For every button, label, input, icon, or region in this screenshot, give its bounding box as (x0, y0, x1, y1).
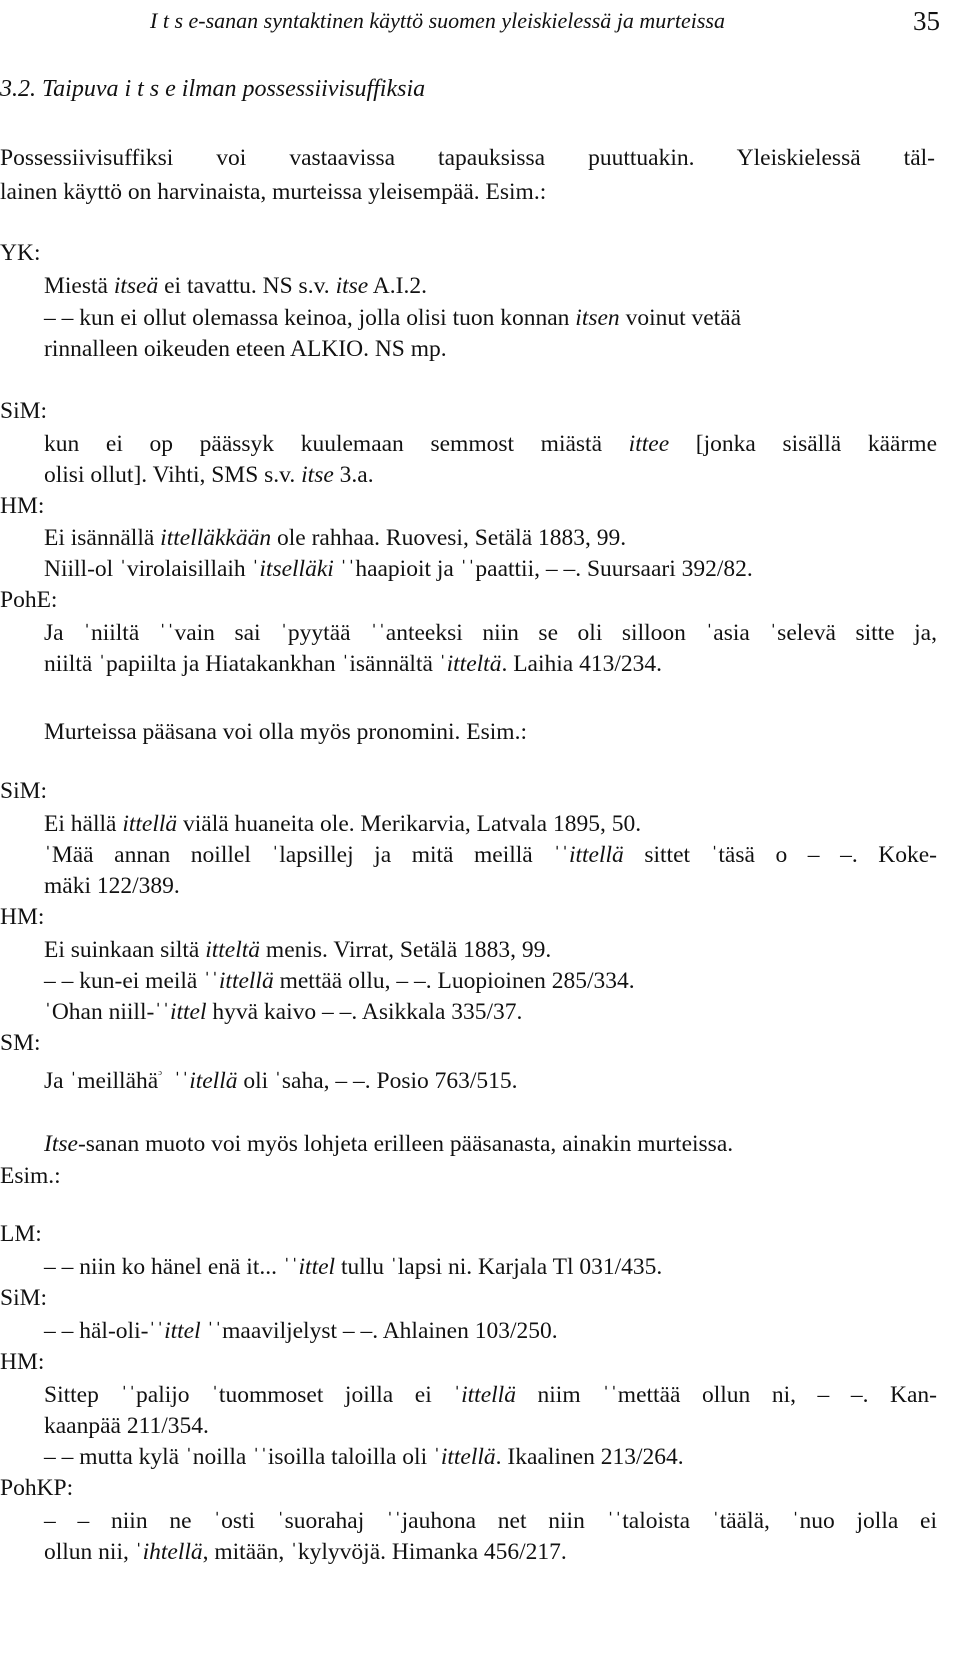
example-line: rinnalleen oikeuden eteen ALKIO. NS mp. (44, 336, 447, 362)
example-line: – – niin ne ˈosti ˈsuorahaj ˈˈjauhona net niin ˈˈtaloista ˈtäälä, ˈnuo jolla ei (44, 1508, 937, 1534)
example-line: – – kun ei ollut olemassa keinoa, jolla olisi tuon konnan itsen voinut vetää (44, 305, 742, 331)
running-title: I t s e-sanan syntaktinen käyttö suomen yleiskielessä ja murteissa (150, 8, 725, 33)
example-line: Niill-ol ˈvirolaisillaih ˈitselläki ˈˈhaapioit ja ˈˈpaattii, – –. Suursaari 392/82. (44, 556, 753, 582)
example-line: mäki 122/389. (44, 873, 180, 899)
example-line: ollun nii, ˈihtellä, mitään, ˈkylyvöjä. Himanka 456/217. (44, 1539, 567, 1565)
example-line: Ei isännällä ittelläkkään ole rahhaa. Ruovesi, Setälä 1883, 99. (44, 525, 627, 551)
example-line: olisi ollut]. Vihti, SMS s.v. itse 3.a. (44, 462, 374, 488)
paragraph-line: Itse-sanan muoto voi myös lohjeta erilleen pääsanasta, ainakin murteissa. (44, 1131, 734, 1157)
dialect-label: SiM: (0, 398, 48, 424)
example-line: ˈMää annan noillel ˈlapsillej ja mitä meillä ˈˈittellä sittet ˈtäsä o – –. Koke- (44, 842, 938, 868)
dialect-label: HM: (0, 493, 45, 519)
example-line: ˈOhan niill-ˈˈittel hyvä kaivo – –. Asikkala 335/37. (44, 999, 523, 1025)
dialect-label: YK: (0, 240, 41, 266)
example-line: kaanpää 211/354. (44, 1413, 209, 1439)
example-line: – – kun-ei meilä ˈˈittellä mettää ollu, – –. Luopioinen 285/334. (44, 968, 635, 994)
running-header (150, 4, 940, 38)
dialect-label: SM: (0, 1030, 41, 1056)
paragraph-line: lainen käyttö on harvinaista, murteissa yleisempää. Esim.: (0, 179, 547, 205)
paragraph-line: Possessiivisuffiksi voi vastaavissa tapauksissa puuttuakin. Yleiskielessä täl- (0, 145, 935, 171)
example-line: Miestä itseä ei tavattu. NS s.v. itse A.I.2. (44, 273, 427, 299)
dialect-label: LM: (0, 1221, 42, 1247)
example-line: – – niin ko hänel enä it... ˈˈittel tullu ˈlapsi ni. Karjala Tl 031/435. (44, 1254, 663, 1280)
example-line: Ei suinkaan siltä itteltä menis. Virrat, Setälä 1883, 99. (44, 937, 552, 963)
example-line: kun ei op päässyk kuulemaan semmost miästä ittee [jonka sisällä käärme (44, 431, 937, 457)
dialect-label: PohKP: (0, 1475, 74, 1501)
dialect-label: SiM: (0, 1285, 48, 1311)
example-line: Ei hällä ittellä viälä huaneita ole. Merikarvia, Latvala 1895, 50. (44, 811, 642, 837)
dialect-label: PohE: (0, 587, 58, 613)
example-line: Ja ˈmeillähä$^ᵓ$ ˈˈitellä oli ˈsaha, – –. Posio 763/515. (44, 1067, 518, 1094)
example-line: Sittep ˈˈpalijo ˈtuommoset joilla ei ˈittellä niim ˈˈmettää ollun ni, – –. Kan- (44, 1382, 937, 1408)
paragraph-line: Esim.: (0, 1163, 61, 1189)
dialect-label: SiM: (0, 778, 48, 804)
example-line: Ja ˈniiltä ˈˈvain sai ˈpyytää ˈˈanteeksi niin se oli silloon ˈasia ˈselevä sitte ja, (44, 620, 937, 646)
dialect-label: HM: (0, 1349, 45, 1375)
page-number: 35 (913, 6, 940, 36)
dialect-label: HM: (0, 904, 45, 930)
section-heading: 3.2. Taipuva i t s e ilman possessiivisuffiksia (0, 76, 426, 102)
paragraph-line: Murteissa pääsana voi olla myös pronomini. Esim.: (44, 719, 527, 745)
example-line: niiltä ˈpapiilta ja Hiatakankhan ˈisännältä ˈitteltä. Laihia 413/234. (44, 651, 663, 677)
example-line: – – mutta kylä ˈnoilla ˈˈisoilla taloilla oli ˈittellä. Ikaalinen 213/264. (44, 1444, 684, 1470)
example-line: – – häl-oli-ˈˈittel ˈˈmaaviljelyst – –. Ahlainen 103/250. (44, 1318, 558, 1344)
